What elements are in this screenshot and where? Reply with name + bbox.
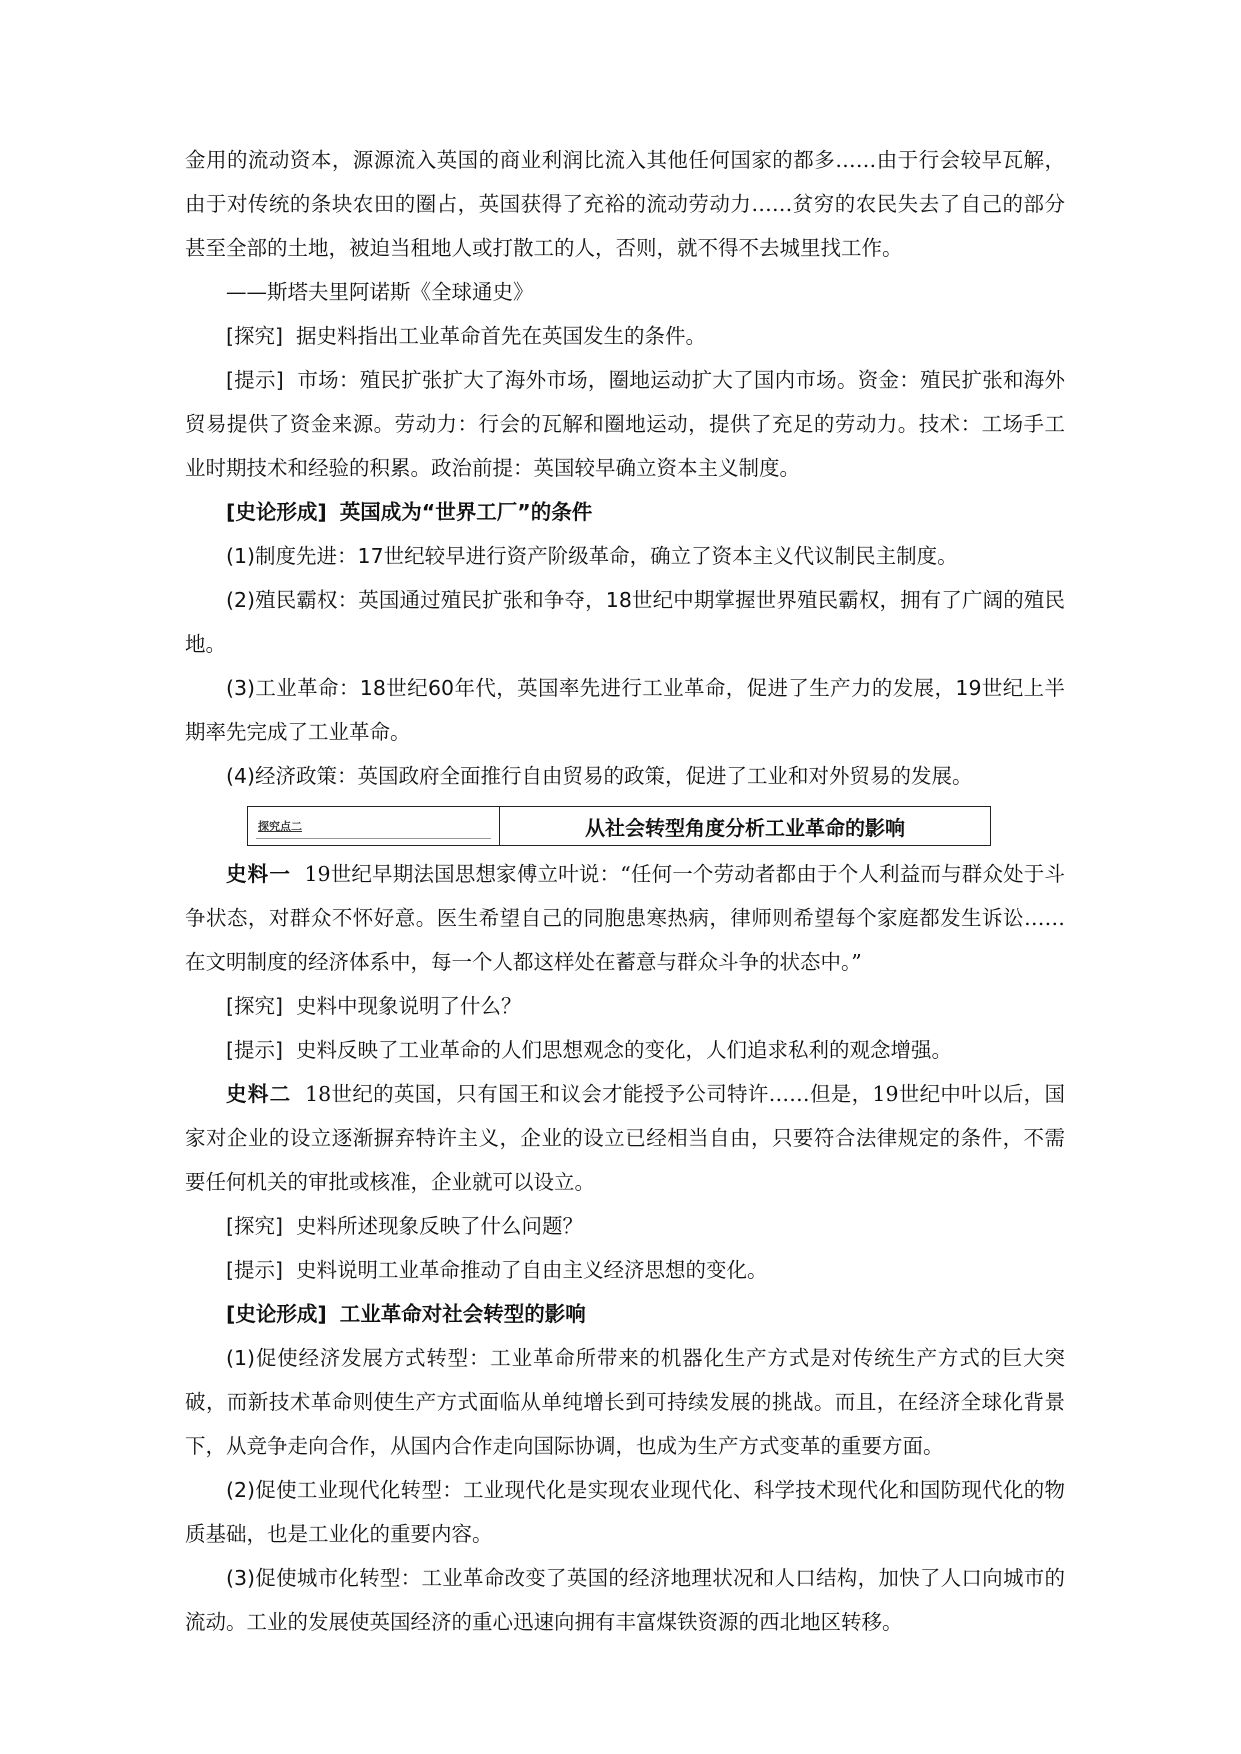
- hint-tag: [提示]: [226, 368, 284, 392]
- point-2: (2)殖民霸权：英国通过殖民扩张和争夺，18世纪中期掌握世界殖民霸权，拥有了广阔的殖民地。: [185, 588, 1065, 656]
- inquiry-2: [185, 984, 1065, 1028]
- impact-point-1: (1)促使经济发展方式转型：工业革命所带来的机器化生产方式是对传统生产方式的巨大突破，而新技术革命则使生产方式面临从单纯增长到可持续发展的挑战。而且，在经济全球化背景下，从竞争走向合作，从国内合作走向国际协调，也成为生产方式变革的重要方面。: [185, 1346, 1065, 1458]
- conclusion-heading-2: [185, 1292, 1065, 1336]
- conclusion-tag: [史论形成]: [226, 500, 327, 524]
- inquiry-3: [185, 1204, 1065, 1248]
- impact-point-3: (3)促使城市化转型：工业革命改变了英国的经济地理状况和人口结构，加快了人口向城市的流动。工业的发展使英国经济的重心迅速向拥有丰富煤铁资源的西北地区转移。: [185, 1566, 1065, 1634]
- inquiry-1: [185, 314, 1065, 358]
- inquiry-text: 史料所述现象反映了什么问题？: [296, 1214, 584, 1238]
- point-1: (1)制度先进：17世纪较早进行资产阶级革命，确立了资本主义代议制民主制度。: [226, 544, 958, 568]
- hint-3: [185, 1248, 1065, 1292]
- inquiry-tag: [探究]: [226, 994, 283, 1018]
- inquiry-text: 史料中现象说明了什么？: [296, 994, 522, 1018]
- source-1-text: 19世纪早期法国思想家傅立叶说：“任何一个劳动者都由于个人利益而与群众处于斗争状态，对群众不怀好意。医生希望自己的同胞患寒热病，律师则希望每个家庭都发生诉讼……在文明制度的经济体系中，每一个人都这样处在蓄意与群众斗争的状态中。”: [185, 862, 1065, 974]
- section-tag-cell: [248, 807, 500, 845]
- source-1: [185, 852, 1065, 984]
- source-2-label: 史料二: [226, 1082, 292, 1106]
- conclusion-tag: [史论形成]: [226, 1302, 327, 1326]
- source-2: [185, 1072, 1065, 1204]
- hint-text: 市场：殖民扩张扩大了海外市场，圈地运动扩大了国内市场。资金：殖民扩张和海外贸易提供了资金来源。劳动力：行会的瓦解和圈地运动，提供了充足的劳动力。技术：工场手工业时期技术和经验的积累。政治前提：英国较早确立资本主义制度。: [185, 368, 1065, 480]
- section-header-box: [247, 806, 991, 846]
- point-4: (4)经济政策：英国政府全面推行自由贸易的政策，促进了工业和对外贸易的发展。: [226, 764, 973, 788]
- inquiry-text: 据史料指出工业革命首先在英国发生的条件。: [296, 324, 707, 348]
- section-tag: 探究点二: [258, 820, 302, 833]
- point-3: (3)工业革命：18世纪60年代，英国率先进行工业革命，促进了生产力的发展，19世纪上半期率先完成了工业革命。: [185, 676, 1065, 744]
- conclusion-heading-1: [185, 490, 1065, 534]
- source-quote-continuation: 金用的流动资本，源源流入英国的商业利润比流入其他任何国家的都多……由于行会较早瓦解，由于对传统的条块农田的圈占，英国获得了充裕的流动劳动力……贫穷的农民失去了自己的部分甚至全部的土地，被迫当租地人或打散工的人，否则，就不得不去城里找工作。: [185, 148, 1065, 260]
- hint-1: [185, 358, 1065, 490]
- hint-tag: [提示]: [226, 1258, 283, 1282]
- conclusion-title: 英国成为“世界工厂”的条件: [339, 500, 593, 524]
- quote-attribution: ——斯塔夫里阿诺斯《全球通史》: [226, 280, 534, 304]
- inquiry-tag: [探究]: [226, 324, 283, 348]
- hint-text: 史料说明工业革命推动了自由主义经济思想的变化。: [296, 1258, 768, 1282]
- source-2-text: 18世纪的英国，只有国王和议会才能授予公司特许……但是，19世纪中叶以后，国家对企业的设立逐渐摒弃特许主义，企业的设立已经相当自由，只要符合法律规定的条件，不需要任何机关的审批或核准，企业就可以设立。: [185, 1082, 1066, 1194]
- section-title: 从社会转型角度分析工业革命的影响: [585, 815, 905, 840]
- hint-2: [185, 1028, 1065, 1072]
- source-1-label: 史料一: [226, 862, 292, 886]
- impact-point-2: (2)促使工业现代化转型：工业现代化是实现农业现代化、科学技术现代化和国防现代化的物质基础，也是工业化的重要内容。: [185, 1478, 1065, 1546]
- conclusion-title: 工业革命对社会转型的影响: [339, 1302, 586, 1326]
- document-page: [185, 138, 1065, 1644]
- inquiry-tag: [探究]: [226, 1214, 283, 1238]
- hint-text: 史料反映了工业革命的人们思想观念的变化，人们追求私利的观念增强。: [296, 1038, 953, 1062]
- hint-tag: [提示]: [226, 1038, 283, 1062]
- section-tag-rule: [256, 838, 491, 839]
